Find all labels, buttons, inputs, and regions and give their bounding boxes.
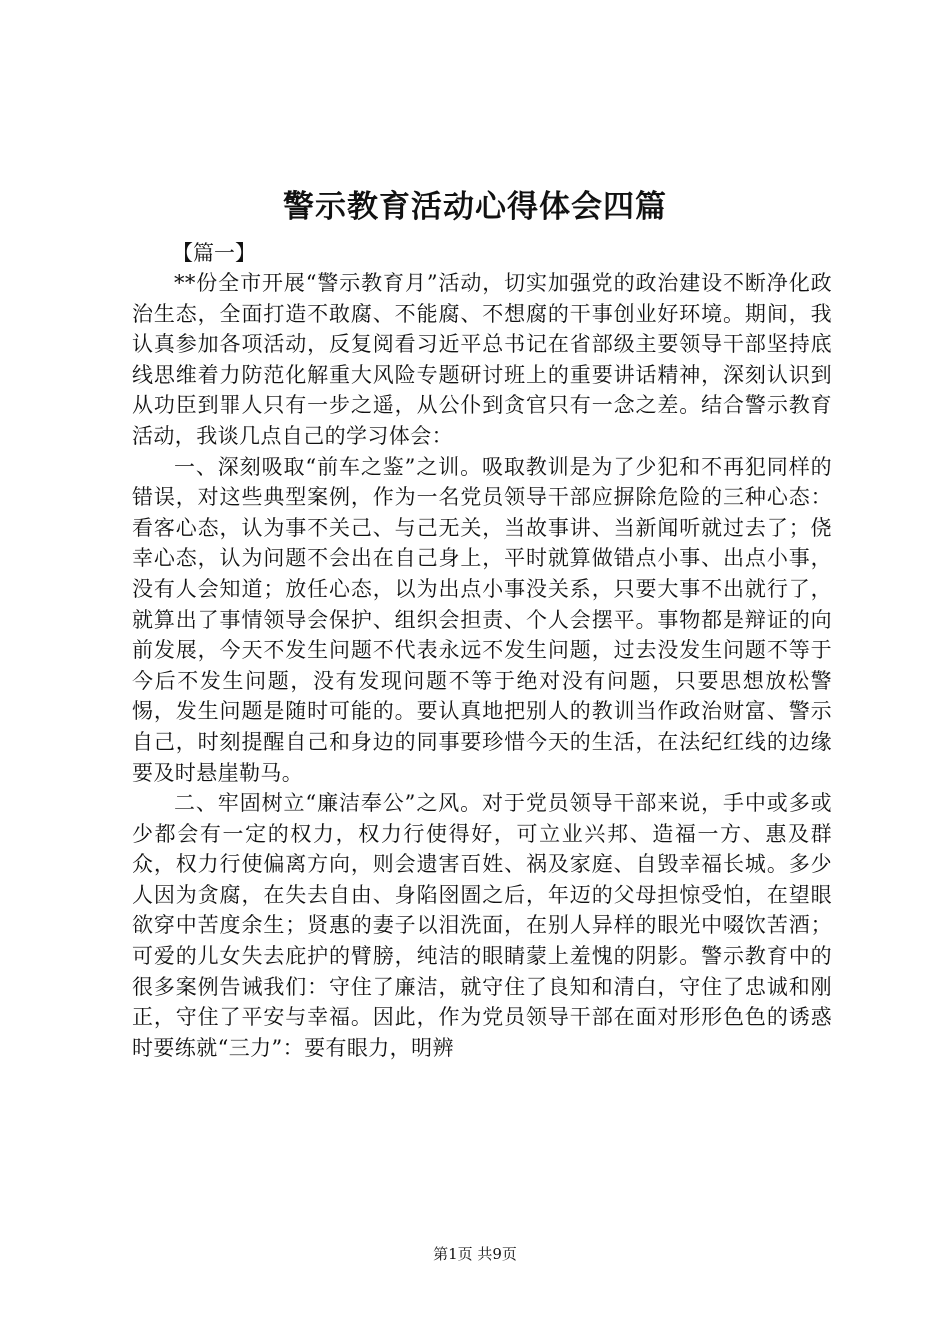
paragraph-point-one: 一、深刻吸取“前车之鉴”之训。吸取教训是为了少犯和不再犯同样的错误，对这些典型案例，作为一名党员领导干部应摒除危险的三种心态：看客心态，认为事不关己、与己无关，当故事讲、当新闻听就过去了；侥幸心态，认为问题不会出在自己身上，平时就算做错点小事、出点小事，没有人会知道；放任心态，以为出点小事没关系，只要大事不出就行了，就算出了事情领导会保护、组织会担责、个人会摆平。事物都是辩证的向前发展，今天不发生问题不代表永远不发生问题，过去没发生问题不等于今后不发生问题，没有发现问题不等于绝对没有问题，只要思想放松警惕，发生问题是随时可能的。要认真地把别人的教训当作政治财富、警示自己，时刻提醒自己和身边的同事要珍惜今天的生活，在法纪红线的边缘要及时悬崖勒马。: [132, 454, 832, 785]
paragraph-point-two: 二、牢固树立“廉洁奉公”之风。对于党员领导干部来说，手中或多或少都会有一定的权力，权力行使得好，可立业兴邦、造福一方、惠及群众，权力行使偏离方向，则会遗害百姓、祸及家庭、自毁幸福长城。多少人因为贪腐，在失去自由、身陷囹圄之后，年迈的父母担惊受怕，在望眼欲穿中苦度余生；贤惠的妻子以泪洗面，在别人异样的眼光中啜饮苦酒；可爱的儿女失去庇护的臂膀，纯洁的眼睛蒙上羞愧的阴影。警示教育中的很多案例告诫我们：守住了廉洁，就守住了良知和清白，守住了忠诚和刚正，守住了平安与幸福。因此，作为党员领导干部在面对形形色色的诱惑时要练就“三力”：要有眼力，明辨: [132, 791, 832, 1060]
section-label: 【篇一】: [172, 241, 256, 265]
document-body: [132, 268, 832, 1063]
page-footer: 第1页 共9页: [433, 1245, 517, 1263]
document-title: 警示教育活动心得体会四篇: [283, 189, 667, 225]
paragraph-intro: **份全市开展“警示教育月”活动，切实加强党的政治建设不断净化政治生态，全面打造不敢腐、不能腐、不想腐的干事创业好环境。期间，我认真参加各项活动，反复阅看习近平总书记在省部级主要领导干部坚持底线思维着力防范化解重大风险专题研讨班上的重要讲话精神，深刻认识到从功臣到罪人只有一步之遥，从公仆到贪官只有一念之差。结合警示教育活动，我谈几点自己的学习体会：: [132, 271, 832, 448]
